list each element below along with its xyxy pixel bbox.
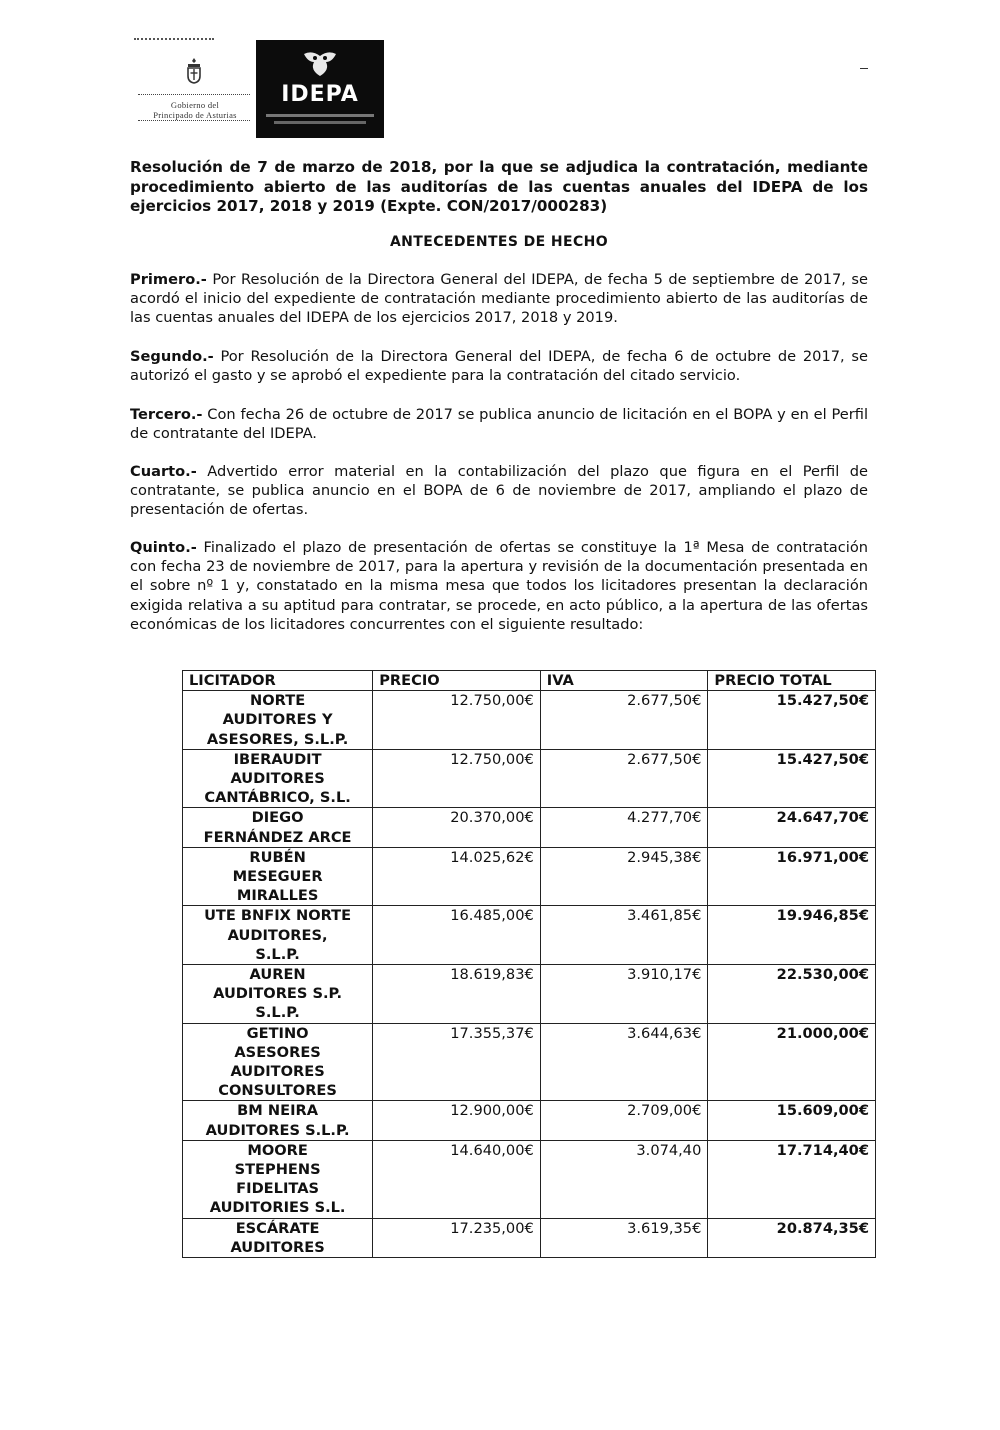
bidder-name-line: BM NEIRA [237,1102,319,1120]
bidder-name-line: DIEGO [251,809,304,827]
bidder-name-line: ESCÁRATE [235,1219,320,1237]
logo-rule-top [138,94,250,95]
bidder-name-line: GETINO [246,1024,309,1042]
iva-cell: 2.677,50€ [540,691,708,750]
bidder-name-line: UTE BNFIX NORTE [204,907,352,925]
price-cell: 14.025,62€ [373,847,541,906]
logo-dotted-rule [134,38,214,40]
bidder-name-line: AUDITORES [230,1238,325,1256]
bidder-name-line: ASESORES, S.L.P. [206,730,349,748]
table-row [183,965,876,1024]
document-title: Resolución de 7 de marzo de 2018, por la que se adjudica la contratación, mediante procedimiento abierto de las auditorías de las cuentas anuales del IDEPA de los ejercicios 2017, 2018 y 2019 (Expte. CON/2017/000283) [130,158,868,216]
bidder-name-line: FERNÁNDEZ ARCE [203,828,352,846]
paragraph-text: Finalizado el plazo de presentación de ofertas se constituye la 1ª Mesa de contratación con fecha 23 de noviembre de 2017, para la apertura y revisión de la documentación presentada en el sobre nº 1 y, constatado en la misma mesa que todos los licitadores presentan la declaración exigida relativa a su aptitud para contratar, se procede, en acto público, a la apertura de las ofertas económicas de los licitadores concurrentes con el siguiente resultado: [130,539,868,633]
bidder-name-line: RUBÉN [249,848,306,866]
table-row [183,1140,876,1218]
column-header-iva: IVA [540,671,708,691]
bidder-name-line: NORTE [250,692,306,710]
iva-cell: 2.945,38€ [540,847,708,906]
bids-table [182,670,876,1258]
bidder-cell [183,965,373,1024]
logo-rule-bottom [138,120,250,121]
idepa-logo-text: IDEPA [281,82,359,107]
bidder-cell [183,808,373,847]
price-cell: 16.485,00€ [373,906,541,965]
bidder-cell [183,1140,373,1218]
total-cell: 15.609,00€ [708,1101,876,1140]
bidder-name-line: CANTÁBRICO, S.L. [204,789,351,807]
price-cell: 12.750,00€ [373,749,541,808]
iva-cell: 2.709,00€ [540,1101,708,1140]
iva-cell: 3.644,63€ [540,1023,708,1101]
column-header-precio-total: PRECIO TOTAL [708,671,876,691]
bidder-name-line: FIDELITAS [236,1180,320,1198]
price-cell: 17.355,37€ [373,1023,541,1101]
table-row [183,1023,876,1101]
table-row [183,1218,876,1257]
bidder-name-line: MESEGUER [232,868,323,886]
column-header-precio: PRECIO [373,671,541,691]
iva-cell: 3.074,40 [540,1140,708,1218]
price-cell: 20.370,00€ [373,808,541,847]
total-cell: 15.427,50€ [708,691,876,750]
bidder-name-line: AUREN [249,966,306,984]
gobierno-asturias-logo [128,38,250,136]
bidder-name-line: AUDITORES, [227,926,328,944]
price-cell: 12.750,00€ [373,691,541,750]
bidder-name-line: STEPHENS [234,1161,321,1179]
total-cell: 17.714,40€ [708,1140,876,1218]
idepa-logo [256,40,384,138]
table-row [183,1101,876,1140]
paragraph-text: Por Resolución de la Directora General del IDEPA, de fecha 6 de octubre de 2017, se autorizó el gasto y se aprobó el expediente para la contratación del citado servicio. [130,348,868,385]
paragraph-lead: Segundo.- [130,348,214,365]
section-heading: ANTECEDENTES DE HECHO [389,234,609,250]
total-cell: 15.427,50€ [708,749,876,808]
paragraph-tercero [130,405,868,443]
paragraph-text: Advertido error material en la contabilización del plazo que figura en el Perfil de contratante, se publica anuncio en el BOPA de 6 de noviembre de 2017, ampliando el plazo de presentación de ofertas. [130,463,868,519]
bidder-name-line: IBERAUDIT [233,750,322,768]
table-header-row [183,671,876,691]
total-cell: 19.946,85€ [708,906,876,965]
bidder-name-line: AUDITORES [230,1063,325,1081]
paragraph-lead: Primero.- [130,271,207,288]
bidder-cell [183,691,373,750]
bidder-cell [183,1218,373,1257]
price-cell: 18.619,83€ [373,965,541,1024]
bidder-name-line: AUDITORES S.L.P. [205,1121,350,1139]
total-cell: 21.000,00€ [708,1023,876,1101]
gov-logo-line-1: Gobierno del [170,100,220,110]
paragraph-quinto [130,538,868,634]
price-cell: 17.235,00€ [373,1218,541,1257]
table-row [183,749,876,808]
paragraph-text: Con fecha 26 de octubre de 2017 se publica anuncio de licitación en el BOPA y en el Perfil de contratante del IDEPA. [130,406,868,443]
bidder-name-line: CONSULTORES [218,1082,337,1100]
price-cell: 14.640,00€ [373,1140,541,1218]
bidder-cell [183,847,373,906]
paragraph-lead: Cuarto.- [130,463,197,480]
bidder-cell [183,1101,373,1140]
paragraph-cuarto [130,462,868,520]
bidder-cell [183,1023,373,1101]
paragraph-lead: Quinto.- [130,539,197,556]
iva-cell: 4.277,70€ [540,808,708,847]
iva-cell: 2.677,50€ [540,749,708,808]
crest-icon [184,56,204,84]
bidder-name-line: AUDITORES [230,770,325,788]
margin-mark [860,68,868,69]
total-cell: 16.971,00€ [708,847,876,906]
bidder-name-line: AUDITORIES S.L. [209,1199,346,1217]
gov-logo-text [140,100,250,120]
table-row [183,808,876,847]
bidder-name-line: MOORE [247,1141,308,1159]
bidder-name-line: ASESORES [234,1043,321,1061]
bidder-name-line: S.L.P. [255,1004,300,1022]
column-header-licitador: LICITADOR [183,671,373,691]
total-cell: 22.530,00€ [708,965,876,1024]
paragraph-lead: Tercero.- [130,406,203,423]
paragraph-primero [130,270,868,328]
iva-cell: 3.910,17€ [540,965,708,1024]
total-cell: 20.874,35€ [708,1218,876,1257]
table-row [183,847,876,906]
total-cell: 24.647,70€ [708,808,876,847]
bidder-name-line: AUDITORES S.P. [213,985,343,1003]
bidder-cell [183,906,373,965]
table-row [183,691,876,750]
idepa-tagline-graphic [266,112,374,126]
bids-table-body [183,691,876,1258]
paragraph-text: Por Resolución de la Directora General del IDEPA, de fecha 5 de septiembre de 2017, se acordó el inicio del expediente de contratación mediante procedimiento abierto de las auditorías de las cuentas anuales del IDEPA de los ejercicios 2017, 2018 y 2019. [130,271,868,327]
gov-logo-line-2: Principado de Asturias [153,110,237,120]
bidder-name-line: S.L.P. [255,945,300,963]
bidder-name-line: AUDITORES Y [222,711,333,729]
bidder-cell [183,749,373,808]
table-row [183,906,876,965]
iva-cell: 3.619,35€ [540,1218,708,1257]
paragraph-segundo [130,347,868,385]
bidder-name-line: MIRALLES [236,887,319,905]
idepa-emblem-icon [300,48,340,78]
price-cell: 12.900,00€ [373,1101,541,1140]
iva-cell: 3.461,85€ [540,906,708,965]
